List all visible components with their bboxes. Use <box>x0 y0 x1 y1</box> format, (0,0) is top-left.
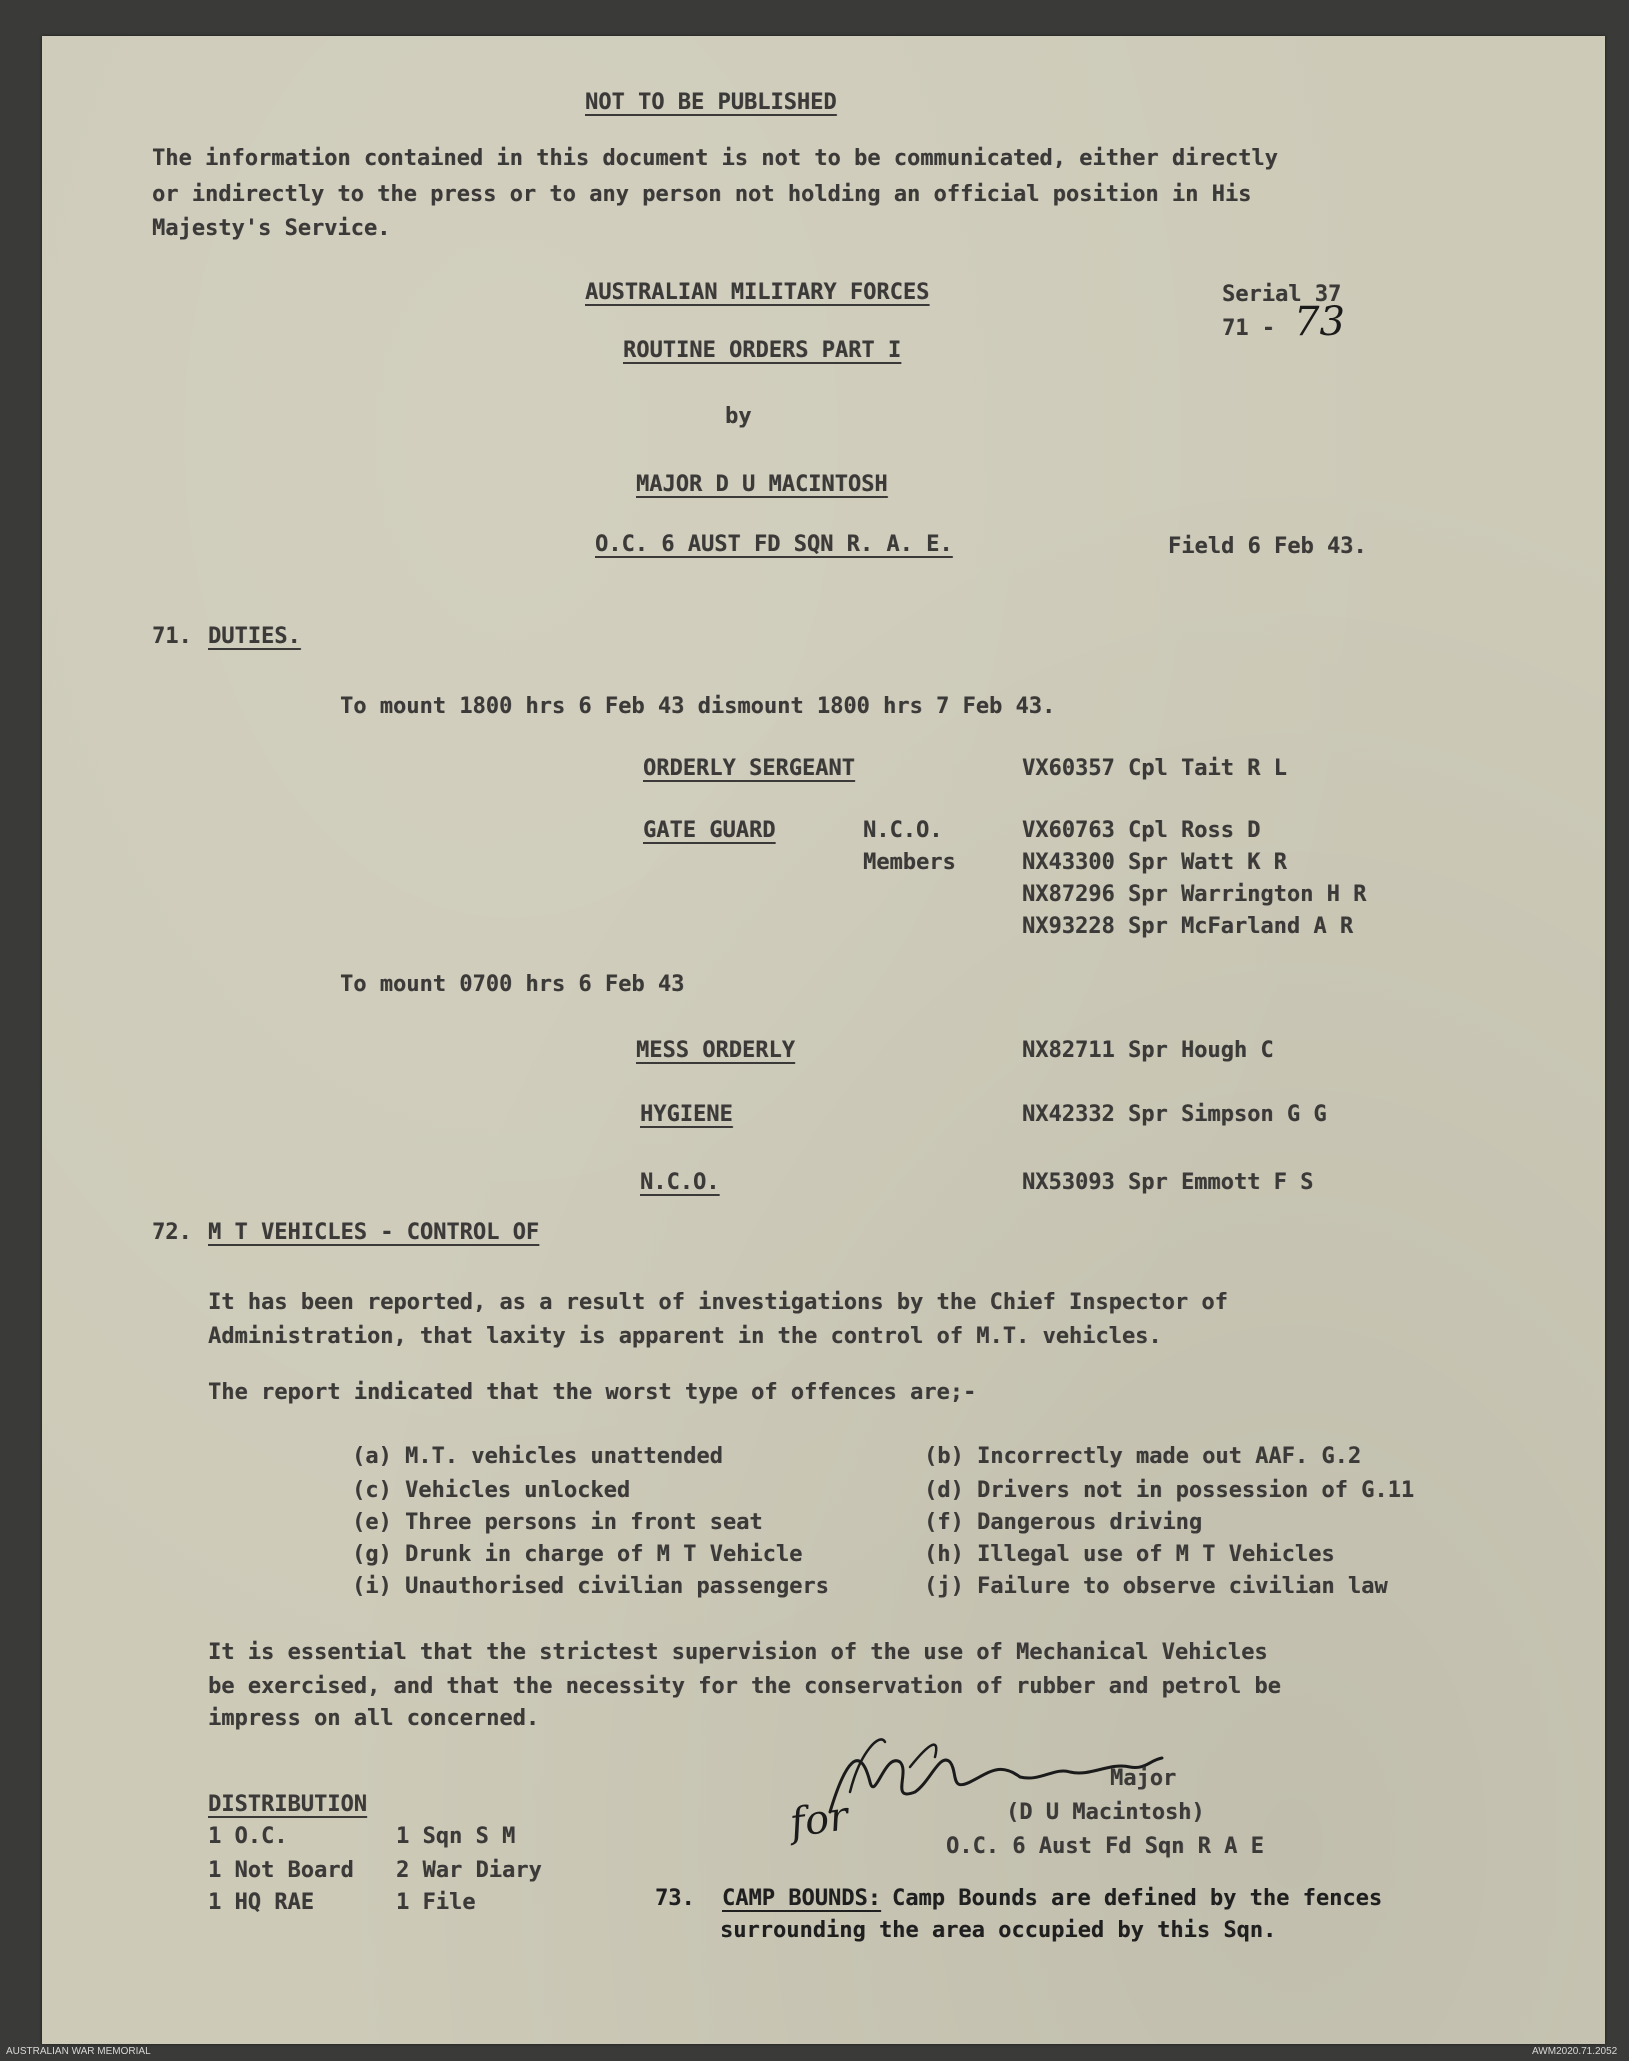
distribution-row-2-right: 2 War Diary <box>396 1858 542 1883</box>
gate-member-3: NX93228 Spr McFarland A R <box>1022 914 1354 939</box>
offence-c: (c) Vehicles unlocked <box>352 1478 631 1503</box>
order-72-para3-line2: be exercised, and that the necessity for the conservation of rubber and petrol be <box>208 1674 1281 1699</box>
distribution-row-1-right: 1 Sqn S M <box>396 1824 516 1849</box>
serial-number: Serial 37 <box>1222 282 1342 307</box>
title-commander: MAJOR D U MACINTOSH <box>636 472 888 497</box>
place-date: Field 6 Feb 43. <box>1168 534 1367 559</box>
offence-d: (d) Drivers not in possession of G.11 <box>924 1478 1415 1503</box>
orderly-sergeant-name: VX60357 Cpl Tait R L <box>1022 756 1287 781</box>
signature-unit: O.C. 6 Aust Fd Sqn R A E <box>946 1834 1264 1859</box>
mess-orderly-name: NX82711 Spr Hough C <box>1022 1038 1274 1063</box>
gate-members-label: Members <box>863 850 956 875</box>
distribution-row-3-right: 1 File <box>396 1890 476 1915</box>
order-72-para3-line3: impress on all concerned. <box>208 1706 540 1731</box>
distribution-row-1-left: 1 O.C. <box>208 1824 288 1849</box>
mess-orderly-label: MESS ORDERLY <box>636 1038 795 1063</box>
offence-j: (j) Failure to observe civilian law <box>924 1574 1388 1599</box>
gate-guard-label: GATE GUARD <box>643 818 776 843</box>
offence-h: (h) Illegal use of M T Vehicles <box>924 1542 1335 1567</box>
order-71-heading: DUTIES. <box>208 624 301 649</box>
gate-member-1: NX43300 Spr Watt K R <box>1022 850 1287 875</box>
serial-range-handwritten: 73 <box>1294 299 1345 345</box>
caveat-line-3: Majesty's Service. <box>152 216 391 241</box>
caveat-line-1: The information contained in this document is not to be communicated, either directly <box>152 146 1278 171</box>
offence-g: (g) Drunk in charge of M T Vehicle <box>352 1542 803 1567</box>
footer-accession-number: AWM2020.71.2052 <box>1532 2046 1618 2057</box>
offence-f: (f) Dangerous driving <box>924 1510 1203 1535</box>
order-73-text-1: Camp Bounds are defined by the fences <box>892 1886 1383 1911</box>
title-forces: AUSTRALIAN MILITARY FORCES <box>585 280 930 305</box>
distribution-title: DISTRIBUTION <box>208 1792 367 1817</box>
order-72-para1-line2: Administration, that laxity is apparent in the control of M.T. vehicles. <box>208 1324 1162 1349</box>
hygiene-name: NX42332 Spr Simpson G G <box>1022 1102 1327 1127</box>
hygiene-label: HYGIENE <box>640 1102 733 1127</box>
title-unit: O.C. 6 AUST FD SQN R. A. E. <box>595 532 953 557</box>
signature-name: (D U Macintosh) <box>1006 1800 1205 1825</box>
offence-a: (a) M.T. vehicles unattended <box>352 1444 723 1469</box>
order-72-number: 72. <box>152 1220 192 1245</box>
order-71-number: 71. <box>152 624 192 649</box>
gate-member-2: NX87296 Spr Warrington H R <box>1022 882 1367 907</box>
duty-mount-2: To mount 0700 hrs 6 Feb 43 <box>340 972 685 997</box>
hygiene-nco-label: N.C.O. <box>640 1170 720 1195</box>
order-72-para2: The report indicated that the worst type of offences are;- <box>208 1380 977 1405</box>
order-73-number: 73. <box>655 1886 695 1911</box>
order-72-para3-line1: It is essential that the strictest supervision of the use of Mechanical Vehicles <box>208 1640 1268 1665</box>
order-73-heading: CAMP BOUNDS: <box>722 1886 881 1911</box>
offence-b: (b) Incorrectly made out AAF. G.2 <box>924 1444 1362 1469</box>
signature-for: for <box>787 1793 851 1847</box>
gate-nco-name: VX60763 Cpl Ross D <box>1022 818 1261 843</box>
distribution-row-3-left: 1 HQ RAE <box>208 1890 314 1915</box>
distribution-row-2-left: 1 Not Board <box>208 1858 354 1883</box>
offence-i: (i) Unauthorised civilian passengers <box>352 1574 829 1599</box>
duty-mount-1: To mount 1800 hrs 6 Feb 43 dismount 1800 hrs 7 Feb 43. <box>340 694 1056 719</box>
order-72-heading: M T VEHICLES - CONTROL OF <box>208 1220 540 1245</box>
footer-archive-credit: AUSTRALIAN WAR MEMORIAL <box>6 2046 151 2057</box>
caveat-line-2: or indirectly to the press or to any person not holding an official position in His <box>152 182 1252 207</box>
signature-rank: Major <box>1110 1766 1177 1791</box>
title-routine-orders: ROUTINE ORDERS PART I <box>623 338 902 363</box>
title-by: by <box>725 404 752 429</box>
serial-range-prefix: 71 - <box>1222 316 1275 341</box>
hygiene-nco-name: NX53093 Spr Emmott F S <box>1022 1170 1314 1195</box>
caveat-title: NOT TO BE PUBLISHED <box>585 90 837 115</box>
order-73-text-2: surrounding the area occupied by this Sqn. <box>720 1918 1277 1943</box>
offence-e: (e) Three persons in front seat <box>352 1510 763 1535</box>
order-72-para1-line1: It has been reported, as a result of investigations by the Chief Inspector of <box>208 1290 1228 1315</box>
gate-nco-label: N.C.O. <box>863 818 943 843</box>
orderly-sergeant-label: ORDERLY SERGEANT <box>643 756 855 781</box>
